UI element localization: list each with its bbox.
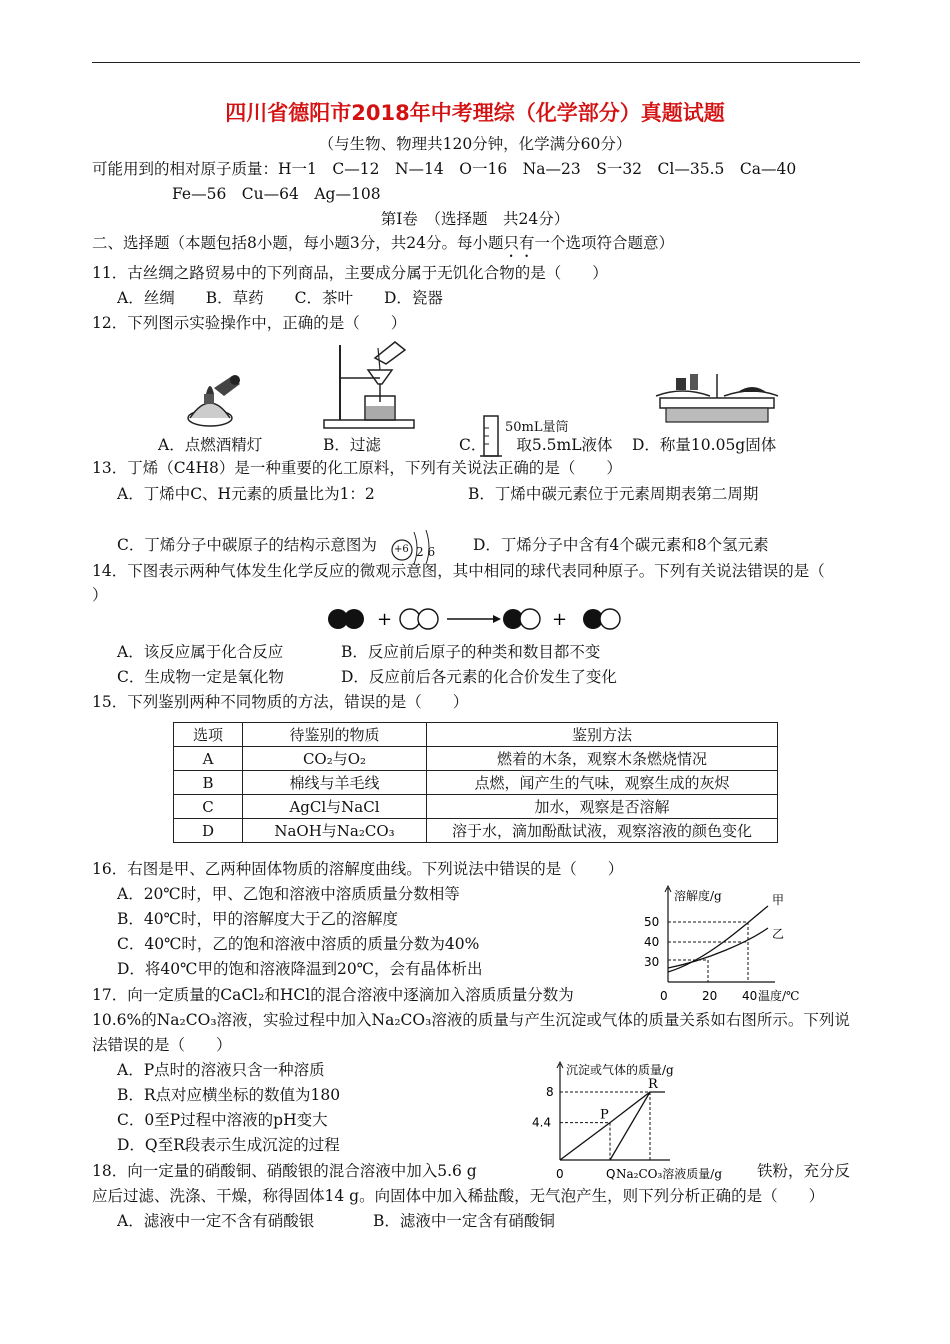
q11-options: A．丝绸 B．草药 C．茶叶 D．瓷器 — [117, 289, 443, 307]
q14-stem-line1: 14．下图表示两种气体发生化学反应的微观示意图，其中相同的球代表同种原子。下列有关说法错误的是（ — [92, 562, 825, 580]
q13-option-c: C．丁烯分子中碳原子的结构示意图为 — [117, 536, 377, 554]
q13-stem: 13．丁烯（C4H8）是一种重要的化工原料，下列有关说法正确的是（ ） — [92, 459, 622, 477]
x-axis-label: Na₂CO₃溶液质量/g — [616, 1167, 723, 1181]
x-tick-label: 0 — [660, 989, 668, 1003]
q18-option-b: B．滤液中一定含有硝酸铜 — [373, 1212, 555, 1230]
table-cell: 点燃，闻产生的气味，观察生成的灰烬 — [427, 771, 778, 795]
atom-nucleus-label: +6 — [394, 544, 409, 555]
black-atom — [344, 609, 364, 629]
table-row — [174, 747, 778, 771]
instr-post: 一个选项符合题意） — [534, 234, 674, 252]
q11-stem: 11．古丝绸之路贸易中的下列商品，主要成分属于无饥化合物的是（ ） — [92, 264, 608, 282]
q17-option-c: C．0至P过程中溶液的pH变大 — [117, 1111, 328, 1129]
table-header: 鉴别方法 — [427, 723, 778, 747]
q18-stem-line2: 应后过滤、洗涤、干燥，称得固体14 g。向固体中加入稀盐酸，无气泡产生，则下列分析正确的是（ ） — [92, 1187, 825, 1205]
white-atom — [418, 609, 438, 629]
table-cell: 燃着的木条，观察木条燃烧情况 — [427, 747, 778, 771]
series-label: 乙 — [772, 927, 785, 941]
subtitle: （与生物、物理共120分钟，化学满分60分） — [318, 135, 632, 153]
page-title: 四川省德阳市2018年中考理综（化学部分）真题试题 — [225, 101, 725, 125]
atomic-mass-line2: Fe—56 Cu—64 Ag—108 — [172, 185, 381, 203]
y-tick-label: 30 — [644, 955, 660, 969]
table-row — [174, 819, 778, 843]
y-axis-label: 沉淀或气体的质量/g — [566, 1063, 674, 1077]
top-rule — [92, 62, 860, 63]
table-row — [174, 795, 778, 819]
q14-option-d: D．反应前后各元素的化合价发生了变化 — [341, 668, 617, 686]
precipitate-chart — [520, 1058, 750, 1183]
solubility-chart — [640, 882, 820, 1007]
plus-sign: + — [377, 609, 393, 630]
q17-stem-line3: 法错误的是（ ） — [92, 1036, 232, 1054]
q12-option-c-text: 取5.5mL液体 — [516, 436, 613, 454]
x-tick-label: 0 — [556, 1167, 564, 1181]
q12-option-c-prefix: C． — [459, 436, 487, 454]
q17-stem-line2: 10.6%的Na₂CO₃溶液，实验过程中加入Na₂CO₃溶液的质量与产生沉淀或气体的质量关系如右图所示。下列说 — [92, 1011, 850, 1029]
q14-option-b: B．反应前后原子的种类和数目都不变 — [341, 643, 601, 661]
q17-option-a: A．P点时的溶液只含一种溶质 — [117, 1061, 325, 1079]
series-line-2 — [668, 928, 768, 968]
point-label-r: R — [648, 1077, 658, 1092]
q12-stem: 12．下列图示实验操作中，正确的是（ ） — [92, 314, 407, 332]
q12-option-a: A．点燃酒精灯 — [158, 436, 263, 454]
table-header: 选项 — [174, 723, 243, 747]
q15-stem: 15．下列鉴别两种不同物质的方法，错误的是（ ） — [92, 693, 469, 711]
white-atom — [400, 609, 420, 629]
q12-option-b: B．过滤 — [323, 436, 381, 454]
y-tick-label: 4.4 — [532, 1115, 552, 1130]
series-line-1 — [560, 1092, 665, 1160]
series-label: 甲 — [772, 893, 785, 907]
q12-option-d: D．称量10.05g固体 — [632, 436, 777, 454]
q14-option-a: A．该反应属于化合反应 — [117, 643, 284, 661]
table-cell: D — [174, 819, 243, 843]
q17-option-d: D．Q至R段表示生成沉淀的过程 — [117, 1136, 340, 1154]
q16-option-c: C．40℃时，乙的饱和溶液中溶质的质量分数为40% — [117, 935, 480, 953]
reaction-arrowhead — [493, 615, 501, 623]
q13-option-d: D．丁烯分子中含有4个碳元素和8个氢元素 — [473, 536, 769, 554]
filtration-figure — [320, 340, 420, 432]
table-cell: 棉线与羊毛线 — [243, 771, 427, 795]
q14-stem-line2: ） — [92, 586, 108, 604]
atom-electrons-label: 2 6 — [416, 545, 436, 559]
table-cell: NaOH与Na₂CO₃ — [243, 819, 427, 843]
series-line-2 — [610, 1092, 650, 1160]
table-header-row — [174, 723, 778, 747]
q16-option-b: B．40℃时，甲的溶解度大于乙的溶解度 — [117, 910, 398, 928]
atomic-mass-line1: 可能用到的相对原子质量：H一1 C—12 N—14 O一16 Na—23 S一32 Cl—35.5 Ca—40 — [92, 160, 797, 178]
series-line-1 — [668, 906, 768, 972]
section-instructions — [92, 233, 674, 261]
y-tick-label: 50 — [644, 915, 660, 929]
cylinder-label: 50mL量筒 — [505, 420, 569, 435]
q13-option-a: A．丁烯中C、H元素的质量比为1：2 — [117, 485, 375, 503]
q18-stem-line1b: 铁粉，充分反 — [757, 1162, 851, 1180]
table-cell: A — [174, 747, 243, 771]
balance-figure — [652, 368, 782, 430]
instr-emphasis: 只有 — [503, 234, 535, 252]
table-header: 待鉴别的物质 — [243, 723, 427, 747]
point-label-p: P — [600, 1107, 609, 1123]
table-row — [174, 771, 778, 795]
x-tick-label: Q — [606, 1167, 616, 1181]
q13-option-b: B．丁烯中碳元素位于元素周期表第二周期 — [468, 485, 759, 503]
q16-option-a: A．20℃时，甲、乙饱和溶液中溶质质量分数相等 — [117, 885, 460, 903]
table-cell: C — [174, 795, 243, 819]
q16-option-d: D．将40℃甲的饱和溶液降温到20℃，会有晶体析出 — [117, 960, 483, 978]
white-atom — [520, 609, 540, 629]
q18-option-a: A．滤液中一定不含有硝酸银 — [117, 1212, 315, 1230]
q16-stem: 16．右图是甲、乙两种固体物质的溶解度曲线。下列说法中错误的是（ ） — [92, 860, 624, 878]
table-cell: 加水，观察是否溶解 — [427, 795, 778, 819]
q14-option-c: C．生成物一定是氧化物 — [117, 668, 284, 686]
q17-stem-line1: 17．向一定质量的CaCl₂和HCl的混合溶液中逐滴加入溶质质量分数为 — [92, 986, 574, 1004]
y-tick-label: 40 — [644, 935, 660, 949]
plus-sign: + — [552, 609, 568, 630]
reaction-diagram — [325, 604, 625, 634]
q18-stem-line1a: 18．向一定量的硝酸铜、硝酸银的混合溶液中加入5.6 g — [92, 1162, 477, 1180]
table-cell: B — [174, 771, 243, 795]
alcohol-lamp-figure — [180, 368, 250, 430]
section-title: 第Ⅰ卷 （选择题 共24分） — [380, 210, 570, 228]
x-tick-label: 40 — [742, 989, 758, 1003]
table-cell: AgCl与NaCl — [243, 795, 427, 819]
q12-option-c — [459, 433, 613, 455]
table-cell: CO₂与O₂ — [243, 747, 427, 771]
q17-option-b: B．R点对应横坐标的数值为180 — [117, 1086, 341, 1104]
table-cell: 溶于水，滴加酚酞试液，观察溶液的颜色变化 — [427, 819, 778, 843]
y-axis-label: 溶解度/g — [674, 889, 722, 903]
x-axis-label: 温度/℃ — [758, 989, 800, 1003]
q15-table — [173, 722, 778, 843]
x-tick-label: 20 — [702, 989, 718, 1003]
y-tick-label: 8 — [546, 1085, 554, 1099]
instr-pre: 二、选择题（本题包括8小题，每小题3分，共24分。每小题 — [92, 234, 504, 252]
white-atom — [600, 609, 620, 629]
